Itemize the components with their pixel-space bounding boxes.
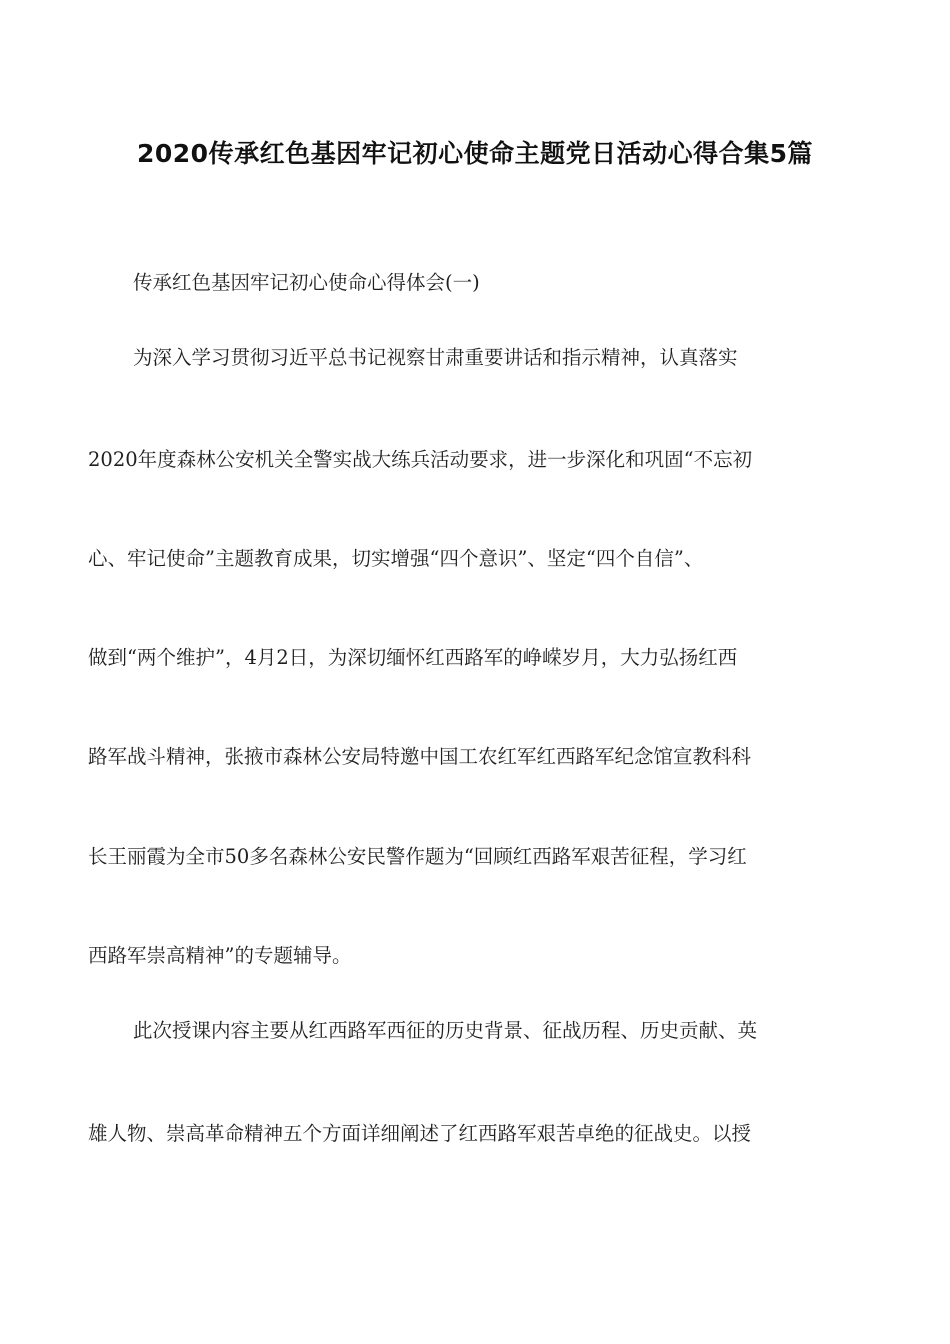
paragraph-line: 2020年度森林公安机关全警实战大练兵活动要求，进一步深化和巩固“不忘初 [88, 448, 753, 471]
paragraph-line: 路军战斗精神，张掖市森林公安局特邀中国工农红军红西路军纪念馆宣教科科 [88, 745, 752, 768]
paragraph-line: 此次授课内容主要从红西路军西征的历史背景、征战历程、历史贡献、英 [133, 1019, 758, 1042]
paragraph-line: 做到“两个维护”，4月2日，为深切缅怀红西路军的峥嵘岁月，大力弘扬红西 [88, 646, 738, 669]
paragraph-line: 为深入学习贯彻习近平总书记视察甘肃重要讲话和指示精神，认真落实 [133, 346, 738, 369]
paragraph-line: 长王丽霞为全市50多名森林公安民警作题为“回顾红西路军艰苦征程，学习红 [88, 845, 747, 868]
paragraph-line: 西路军崇高精神”的专题辅导。 [88, 944, 352, 967]
document-title: 2020传承红色基因牢记初心使命主题党日活动心得合集5篇 [137, 139, 813, 168]
section-heading: 传承红色基因牢记初心使命心得体会(一) [133, 271, 480, 294]
paragraph-line: 雄人物、崇高革命精神五个方面详细阐述了红西路军艰苦卓绝的征战史。以授 [88, 1122, 752, 1145]
paragraph-line: 心、牢记使命”主题教育成果，切实增强“四个意识”、坚定“四个自信”、 [88, 547, 704, 570]
